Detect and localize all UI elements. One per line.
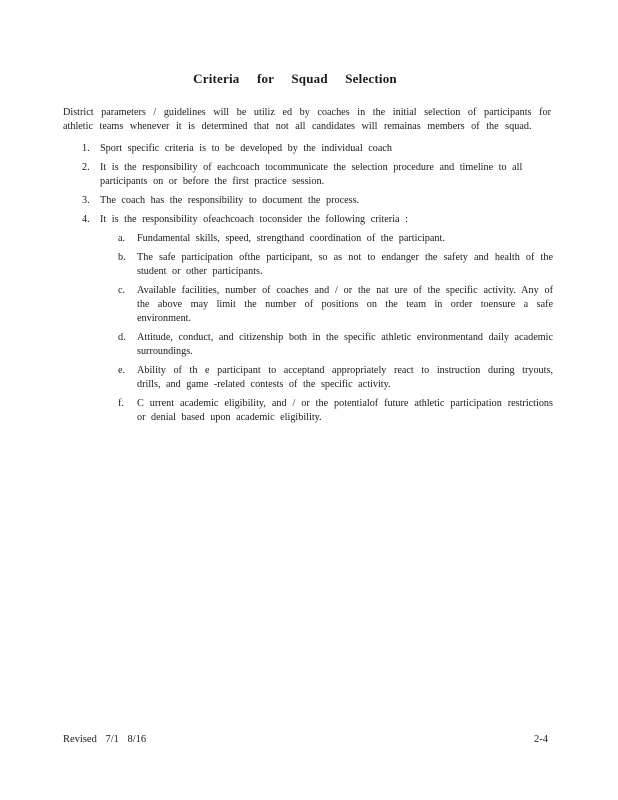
criteria-text: Attitude, conduct, and citizenship both in the specific athletic environmentand daily academic surroundings. — [137, 332, 553, 357]
criteria-letter: d. — [118, 332, 126, 343]
list-item — [63, 213, 553, 425]
item-number: 2. — [82, 162, 90, 173]
page-number: 2-4 — [534, 734, 548, 745]
criteria-letter: b. — [118, 252, 126, 263]
intro-paragraph: District parameters / guidelines will be utiliz ed by coaches in the initial selection of participants for athletic teams whenever it is determined that not all candidates will remainas members of the squad. — [63, 107, 551, 132]
criteria-item — [100, 232, 553, 246]
criteria-item — [100, 364, 553, 392]
revised-date: Revised 7/1 8/16 — [63, 734, 147, 745]
list-item — [63, 161, 553, 189]
criteria-item — [100, 331, 553, 359]
criteria-text: The safe participation ofthe participant, so as not to endanger the safety and health of the student or other participants. — [137, 252, 553, 277]
criteria-list — [100, 232, 553, 425]
criteria-text: C urrent academic eligibility, and / or the potentialof future athletic participation restrictions or denial based upon academic eligibility. — [137, 398, 553, 423]
criteria-letter: c. — [118, 285, 126, 296]
criteria-item — [100, 284, 553, 326]
item-text: The coach has the responsibility to document the process. — [100, 195, 360, 206]
item-number: 1. — [82, 143, 90, 154]
item-number: 3. — [82, 195, 90, 206]
criteria-text: Ability of th e participant to acceptand appropriately react to instruction during tryouts, drills, and game -related contests of the specific activity. — [137, 365, 553, 390]
item-number: 4. — [82, 214, 90, 225]
criteria-text: Fundamental skills, speed, strengthand coordination of the participant. — [137, 233, 445, 244]
list-item — [63, 142, 553, 156]
criteria-item — [100, 397, 553, 425]
item-text: Sport specific criteria is to be developed by the individual coach — [100, 143, 392, 154]
criteria-item — [100, 251, 553, 279]
criteria-letter: a. — [118, 233, 126, 244]
criteria-letter: e. — [118, 365, 126, 376]
criteria-text: Available facilities, number of coaches and / or the nat ure of the specific activity. Any of the above may limit the number of positions on the team in order toensure a safe environment. — [137, 285, 553, 324]
list-item — [63, 194, 553, 208]
item-text: It is the responsibility of eachcoach tocommunicate the selection procedure and timeline to all participants on or before the first practice session. — [100, 162, 523, 187]
page-title: Criteria for Squad Selection — [193, 71, 397, 86]
item-text: It is the responsibility ofeachcoach toconsider the following criteria : — [100, 214, 408, 225]
criteria-letter: f. — [118, 398, 124, 409]
numbered-list — [63, 142, 553, 430]
